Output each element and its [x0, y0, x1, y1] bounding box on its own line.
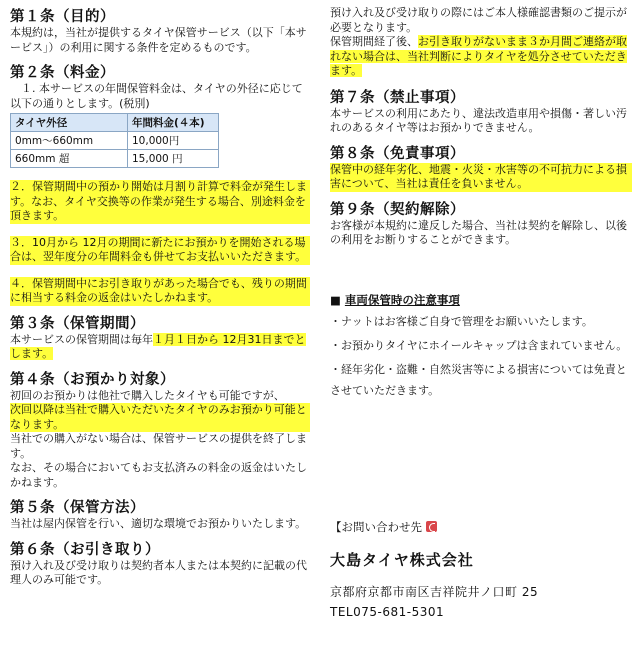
article-3-body-text: 本サービスの保管期間は毎年 [10, 332, 153, 346]
article-9-title [330, 201, 632, 219]
price-table-cell: 15,000 円 [128, 150, 219, 168]
article-4-highlight: 次回以降は当社で購入いただいたタイヤのみお預かり可能となります。 [10, 403, 310, 432]
article-6 [10, 541, 310, 588]
article-4-line-3: 当社での購入がない場合は、保管サービスの提供を終了します。 [10, 432, 307, 460]
article-8-body: 保管中の経年劣化、地震・火災・水害等の不可抗力による損害について、当社は責任を負いません。 [330, 163, 632, 192]
article-5-title: 第５条（保管方法） [10, 500, 145, 516]
price-table-header-diameter: タイヤ外径 [11, 114, 128, 132]
contact-section [330, 520, 632, 622]
article-2-clause-3: ３．10月から 12月の期間に新たにお預かりを開始される場合は、翌年度分の年間料金も併せてお支払いいただきます。 [10, 236, 310, 265]
article-4 [10, 371, 310, 491]
contact-label-text: 【お問い合わせ先 [330, 520, 422, 534]
notes-heading: 車両保管時の注意事項 [344, 292, 460, 307]
price-table-cell: 660mm 超 [11, 150, 128, 168]
article-7-title: 第７条（禁止事項） [330, 89, 465, 106]
article-6-cont-text: 保管期間経了後、 [330, 35, 418, 48]
article-3-body [10, 333, 310, 362]
table-row [11, 150, 219, 168]
phone-icon [426, 521, 437, 532]
article-8-title: 第８条（免責事項） [330, 145, 465, 162]
notes-title [330, 292, 632, 308]
article-9-title-text: 第９条（契約解除） [330, 201, 465, 218]
article-6-body: 預け入れ及び受け取りは契約者本人または本契約に記載の代理人のみ可能です。 [10, 558, 307, 586]
article-9 [330, 201, 632, 248]
price-table-cell: 0mm〜660mm [11, 132, 128, 150]
square-bullet-icon: ■ [330, 292, 341, 307]
article-1-title: 第１条（目的） [10, 9, 115, 25]
article-3-highlight: １月１日から 12月31日までとします。 [10, 332, 306, 360]
article-7-body: 本サービスの利用にあたり、違法改造車用や損傷・著しい汚れのあるタイヤ等はお預かりできません。 [330, 106, 627, 134]
contact-label [330, 520, 632, 535]
article-1-body: 本規約は，当社が提供するタイヤ保管サービス（以下「本サービス」）の利用に関する条件を定めるものです。 [10, 26, 307, 54]
price-table-header [11, 114, 219, 132]
article-5 [10, 499, 310, 532]
article-2-intro: １. 本サービスの年間保管料金は、タイヤの外径に応じて以下の通りとします。(税別) [10, 82, 303, 110]
article-6-title: 第６条（お引き取り） [10, 541, 160, 558]
left-column [10, 0, 310, 588]
article-7 [330, 89, 632, 136]
article-6-cont-line-2 [330, 35, 632, 79]
company-name: 大島タイヤ株式会社 [330, 550, 474, 569]
notes-section [330, 292, 632, 401]
article-5-body: 当社は屋内保管を行い、適切な環境でお預かりいたします。 [10, 517, 307, 530]
article-6-continued [330, 6, 632, 79]
price-table [10, 113, 219, 168]
article-1 [10, 8, 310, 55]
article-8 [330, 145, 632, 192]
article-6-cont-highlight: お引き取りがないまま３か月間ご連絡が取れない場合は、当社判断によりタイヤを処分させていただきます。 [330, 35, 627, 77]
article-2 [10, 64, 310, 306]
article-2-clause-4: ４．保管期間中にお引き取りがあった場合でも、残りの期間に相当する料金の返金はいたしかねます。 [10, 277, 310, 306]
price-table-cell: 10,000円 [128, 132, 219, 150]
price-table-header-fee: 年間料金(４本) [128, 114, 219, 132]
article-9-body: お客様が本規約に違反した場合、当社は契約を解除し、以後の利用をお断りすることができます。 [330, 218, 627, 246]
list-item: ・お預かりタイヤにホイールキャップは含まれていません。 [330, 338, 628, 352]
article-2-title: 第２条（料金） [10, 65, 115, 81]
article-4-line-1: 初回のお預かりは他社で購入したタイヤも可能ですが、 [10, 388, 285, 402]
right-column [330, 0, 632, 619]
company-phone[interactable]: TEL075-681-5301 [330, 604, 445, 619]
article-4-title: 第４条（お預かり対象） [10, 371, 175, 388]
list-item: ・ナットはお客様ご自身で管理をお願いいたします。 [330, 314, 593, 328]
article-3 [10, 315, 310, 362]
article-3-title: 第３条（保管期間） [10, 315, 145, 332]
article-2-clause-2: ２．保管期間中の預かり開始は月割り計算で料金が発生します。なお、タイヤ交換等の作業が発生する場合、別途料金を頂きます。 [10, 180, 310, 224]
article-4-line-4: なお、その場合においてもお支払済みの料金の返金はいたしかねます。 [10, 461, 307, 489]
table-row [11, 132, 219, 150]
list-item: ・経年劣化・盗難・自然災害等による損害については免責とさせていただきます。 [330, 362, 627, 397]
company-address: 京都府京都市南区吉祥院井ノ口町 25 [330, 584, 539, 599]
article-6-cont-line-1: 預け入れ及び受け取りの際にはご本人様確認書類のご提示が必要となります。 [330, 6, 627, 34]
